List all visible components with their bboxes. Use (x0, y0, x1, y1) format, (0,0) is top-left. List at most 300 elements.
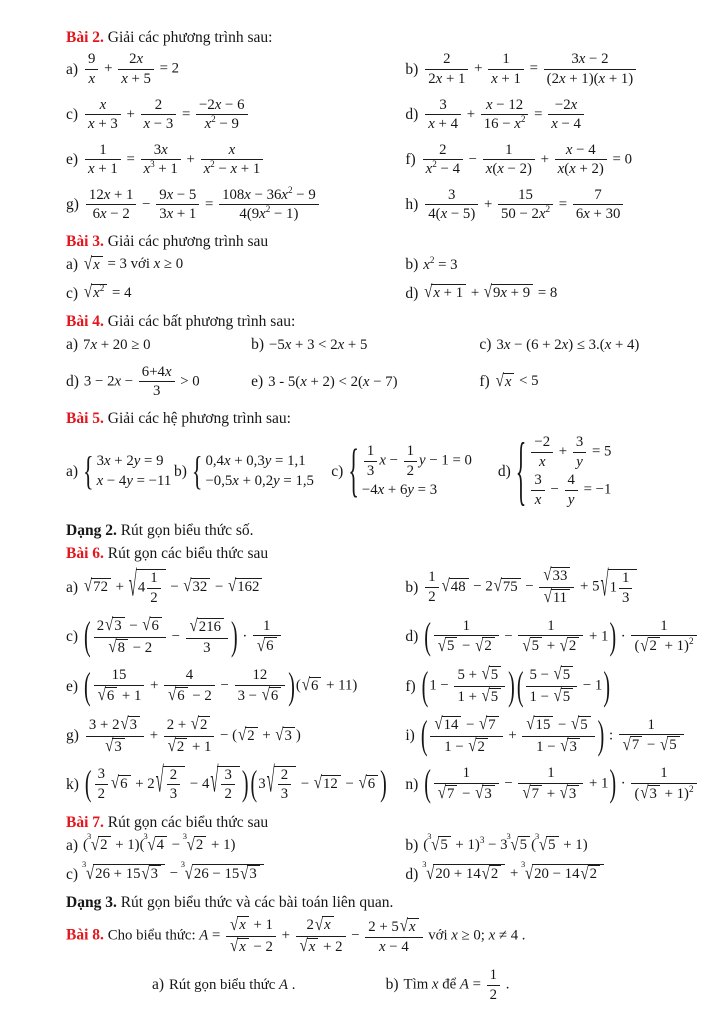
radical-glyph: √ (522, 636, 531, 656)
sqrt-radical: √ 3 (142, 865, 162, 884)
math-expression: −4x + 6y = 3 (361, 482, 438, 499)
fraction: $\frac{x}{x + 3}$ (85, 97, 121, 133)
item-label: e) (66, 151, 79, 168)
section-bai-8 (66, 916, 683, 1003)
radical-glyph: √ (261, 685, 270, 706)
big-paren-right: ) (609, 763, 617, 806)
sqrt-radical: √ x (84, 256, 103, 275)
fraction: $\frac{2}{x^2 - 4}$ (423, 142, 463, 178)
fraction: 2 + 5 √ x x − 4 (365, 918, 422, 956)
radical-glyph: √ (431, 835, 440, 855)
math-expression: 3 √ 20 + 14 √ 2 + 3 √ 20 − 14 √ 2 (423, 864, 605, 884)
item-label: c) (66, 105, 79, 123)
sqrt-radical: √ 3 (475, 785, 495, 804)
exercise-row (66, 831, 683, 855)
cbrt-radical: 3 √ 20 − 14 √ 2 (523, 864, 604, 884)
fraction: $\frac{108x - 36x^2 - 9}{4(9x^2 - 1)}$ (219, 187, 319, 223)
radical-glyph: √ (437, 783, 447, 803)
math-expression: ( 3 √ 2 + 1)( 3 √ 4 − 3 √ 2 + 1) (83, 831, 236, 855)
fraction: $\frac{3}{y}$ (573, 434, 586, 470)
math-expression: $x^2 = 3$ (423, 254, 458, 273)
radical-glyph: √ (105, 615, 114, 635)
sqrt-radical: √ 7 (479, 716, 499, 735)
item-label: b) (405, 578, 419, 596)
sqrt-radical: √ 6 (257, 637, 277, 656)
fraction: $\frac{1}{3}$ (364, 443, 377, 479)
radical-glyph: √ (660, 735, 669, 755)
cbrt-index: 3 (86, 831, 92, 842)
radical-glyph: √ (543, 566, 552, 586)
math-expression: 0,4x + 0,3y = 1,1 (205, 452, 306, 469)
fraction: 1 ( √ 2 + 1)$^2$ (631, 618, 696, 656)
math-expression: √ 72 + √ 4 $\frac{1}{2}$ − √ 32 − √ 162 (83, 569, 263, 606)
system-equations (205, 452, 314, 491)
sqrt-radical: √ 3 (275, 727, 295, 746)
radical-glyph: √ (228, 576, 237, 597)
exercise-title: Rút gọn các biểu thức sau (107, 813, 269, 831)
math-expression: ( $\frac{3}{2}$ √ 6 + 2 √ $\frac{2}{3}$ − 4 √ $\frac{3}{2}$ ) (3 √ $\frac{2}{3}$ − √ 12 − √ 6 ) (84, 763, 387, 805)
radical-glyph: √ (481, 686, 490, 707)
item-label: g) (66, 196, 79, 214)
exercise-row (66, 859, 683, 884)
fraction: $\frac{9x - 5}{3x + 1}$ (156, 187, 199, 223)
sqrt-radical: √ 32 (183, 578, 210, 597)
exercise-item (405, 255, 683, 274)
fraction: $\frac{-2x}{x - 4}$ (548, 97, 584, 133)
cbrt-radical: 3 √ 4 (146, 836, 168, 855)
item-label: e) (251, 373, 264, 391)
sqrt-radical: √ 9x + 9 (484, 284, 533, 303)
sqrt-radical: √ 4 $\frac{1}{2}$ (129, 569, 166, 606)
big-paren-left: ( (424, 616, 431, 658)
math-expression: 7x + 20 ≥ 0 (83, 336, 151, 353)
exercise-item (405, 831, 683, 855)
item-label: i) (405, 727, 415, 745)
sqrt-radical: √ 5 (438, 637, 458, 656)
fraction: $\frac{2}{2x + 1}$ (425, 51, 468, 87)
cbrt-radical: 3 √ 2 (89, 836, 111, 855)
math-expression: √ $x^2$ = 4 (84, 282, 132, 303)
radical-glyph: √ (522, 783, 531, 803)
fraction: 5 + √ 5 1 + √ 5 (454, 666, 505, 707)
radical-glyph: √ (141, 864, 150, 884)
radical-glyph: √ (600, 566, 609, 605)
exercise-label: Dạng 2. (66, 521, 117, 539)
fraction: $\frac{4}{y}$ (565, 472, 578, 508)
math-expression: √ x < 5 (495, 371, 539, 391)
sqrt-radical: √ 1 $\frac{1}{3}$ (601, 569, 638, 606)
item-label: a) (66, 256, 79, 274)
exercise-item (331, 436, 498, 504)
sqrt-radical: √ 3 (240, 865, 260, 884)
exercise-item (405, 763, 698, 806)
sqrt-radical: √ 6 (359, 775, 379, 794)
radical-glyph: √ (437, 636, 447, 656)
big-paren-right: ) (597, 714, 605, 758)
exercise-item (386, 967, 683, 1003)
item-label: b) (405, 836, 419, 854)
equation-system (515, 425, 612, 514)
fraction: 4 √ 6 − 2 (164, 667, 215, 705)
math-expression: $\frac{x}{x + 3}$ + $\frac{2}{x - 3}$ = $\frac{-2x - 6}{x^2 - 9}$ (83, 97, 249, 133)
radical-glyph: √ (475, 636, 484, 656)
radical-glyph: √ (571, 714, 580, 734)
exercise-item (66, 859, 405, 884)
math-expression: √ x = 3 với x ≥ 0 (84, 254, 184, 274)
exercise-title: Rút gọn biểu thức số. (120, 521, 254, 539)
math-expression: $\frac{1}{2}$ √ 48 − 2 √ 75 − √ 33 √ 11 + 5 √ 1 $\frac{1}{3}$ (423, 567, 638, 608)
cbrt-index: 3 (535, 831, 540, 842)
exercise-item (66, 284, 405, 303)
exercise-item (405, 618, 698, 656)
exercise-item (405, 666, 683, 707)
fraction: 2 + √ 2 √ 2 + 1 (164, 716, 215, 757)
math-expression: x − 4y = −11 (96, 473, 172, 490)
math-expression: (1 − 5 + √ 5 1 + √ 5 ) ( 5 − √ 5 1 − √ 5 − 1) (421, 664, 610, 709)
fraction: 15 √ 6 + 1 (94, 667, 145, 705)
sqrt-radical: √ 6 (302, 677, 322, 696)
sqrt-radical: √ 2 (560, 637, 580, 656)
fraction: $\frac{7}{6x + 30}$ (573, 187, 624, 223)
section-bai-4 (66, 312, 683, 400)
radical-glyph: √ (559, 783, 568, 803)
sqrt-radical: √ 5 (571, 716, 591, 735)
exercise-heading (66, 521, 683, 540)
equation-system (191, 447, 314, 494)
radical-glyph: √ (238, 725, 247, 745)
math-expression: 3x − (6 + 2x) ≤ 3.(x + 4) (496, 336, 640, 353)
sqrt-radical: √ 3 (560, 785, 580, 804)
sqrt-radical: √ 15 (526, 716, 553, 735)
fraction: $\frac{3}{2}$ (221, 767, 234, 803)
math-expression: ( 2 √ 3 − √ 6 √ 8 − 2 − √ 216 3 ) · 1 √ 6 (83, 617, 282, 658)
big-paren-right: ) (609, 616, 617, 658)
item-label: b) (173, 462, 187, 480)
exercise-heading (66, 916, 683, 957)
radical-glyph: √ (183, 576, 192, 597)
exercise-heading (66, 893, 683, 912)
sqrt-radical: √ 14 (434, 716, 461, 735)
sqrt-radical: √ 8 (108, 639, 128, 658)
item-label: c) (479, 336, 492, 354)
exercise-item (479, 372, 683, 391)
exercise-heading (66, 409, 683, 428)
radical-glyph: √ (475, 783, 484, 803)
sqrt-radical: √ $x^2$ (84, 284, 107, 303)
item-label: c) (66, 628, 79, 646)
exercise-row (66, 716, 683, 757)
sqrt-radical: √ x (400, 918, 419, 937)
system-equations (362, 443, 472, 500)
radical-glyph: √ (495, 371, 504, 391)
intro-math-expression: Cho biểu thức: A = √ x + 1 √ x − 2 + 2 √ x √ x + 2 − 2 + 5 √ x x − 4 với x ≥ 0; x ≠ 4 . (107, 915, 526, 957)
cbrt-index: 3 (506, 831, 511, 842)
exercise-row (66, 255, 683, 274)
cbrt-radical: 3 √ 5 (537, 836, 559, 855)
fraction: 1 √ 7 − √ 5 (619, 717, 684, 755)
equation-system (83, 447, 172, 494)
exercise-item (66, 447, 174, 494)
radical-glyph: √ (110, 773, 120, 794)
cbrt-index: 3 (521, 859, 526, 870)
exercise-item (405, 859, 683, 884)
item-label: g) (66, 727, 79, 745)
item-label: d) (405, 865, 419, 883)
fraction: 2 √ x √ x + 2 (296, 916, 346, 957)
sqrt-radical: √ 33 (543, 567, 570, 586)
fraction: √ 15 − √ 5 1 − √ 3 (522, 716, 594, 757)
fraction: 1 √ 7 − √ 3 (434, 765, 499, 803)
big-paren-left: ( (84, 615, 91, 659)
item-label: d) (405, 284, 419, 302)
radical-glyph: √ (230, 936, 239, 957)
exercise-label: Bài 3. (66, 232, 104, 250)
fraction: $\frac{1}{2}$ (487, 967, 500, 1003)
sqrt-radical: √ 3 (105, 617, 125, 636)
sqrt-radical (155, 763, 186, 803)
radical-glyph: √ (142, 615, 151, 635)
fraction: $\frac{x - 12}{16 - x^2}$ (481, 97, 529, 133)
radical-glyph: √ (493, 576, 502, 597)
radical-glyph: √ (479, 714, 488, 734)
big-paren-right: ) (603, 664, 610, 709)
sqrt-radical: √ 6 (168, 687, 188, 706)
sqrt-radical: √ 11 (544, 589, 570, 608)
math-expression: $\frac{1}{x + 1}$ = $\frac{3x}{x^3 + 1}$ + $\frac{x}{x^2 - x + 1}$ (83, 142, 265, 178)
radical-glyph: √ (210, 763, 219, 802)
sqrt-radical: √ x (300, 938, 319, 957)
radical-glyph: √ (190, 714, 200, 734)
fraction: 1 √ 5 + √ 2 (518, 618, 583, 656)
radical-glyph: √ (553, 686, 562, 707)
exercise-item (66, 617, 405, 658)
math-expression: Tìm x để A = $\frac{1}{2}$ . (403, 966, 510, 1003)
radical-glyph: √ (543, 587, 552, 608)
exercise-row (66, 425, 683, 514)
exercise-heading (66, 544, 683, 563)
section-bai-5 (66, 409, 683, 514)
item-label: a) (152, 976, 165, 994)
radical-glyph: √ (426, 863, 435, 884)
fraction: √ 14 − √ 7 1 − √ 2 (430, 716, 502, 757)
math-expression: $\frac{1}{3}$ x − $\frac{1}{2}$ y − 1 = 0 (362, 443, 472, 479)
cbrt-index: 3 (182, 831, 188, 842)
sqrt-radical: √ 2 (580, 865, 600, 884)
exercise-item (152, 975, 386, 994)
exercise-label: Bài 6. (66, 544, 104, 562)
big-paren-left: ( (84, 665, 91, 708)
exercise-title: Giải các phương trình sau (107, 232, 269, 250)
fraction: $\frac{9}{x}$ (85, 51, 98, 87)
section-dang-2 (66, 521, 683, 540)
exercise-item (497, 425, 683, 514)
exercise-item (251, 335, 479, 354)
big-paren-right: ) (231, 615, 238, 659)
radical-glyph: √ (358, 773, 367, 794)
sqrt-radical: √ 2 (191, 716, 211, 735)
sqrt-radical (266, 763, 297, 803)
cbrt-radical: 3 √ 26 + 15 √ 3 (84, 864, 165, 884)
radical-glyph: √ (622, 735, 631, 755)
cbrt-radical: 3 √ 26 − 15 √ 3 (183, 864, 264, 884)
exercise-item (66, 364, 251, 400)
exercise-row (66, 142, 683, 178)
cbrt-radical: 3 √ 2 (185, 836, 207, 855)
math-expression: $\frac{12x + 1}{6x - 2}$ − $\frac{9x - 5}{3x + 1}$ = $\frac{108x - 36x^2 - 9}{4(9x^2 - 1)}$ (84, 187, 321, 223)
fraction: $\frac{1}{3}$ (619, 570, 632, 606)
cbrt-index: 3 (143, 831, 148, 842)
exercise-item (66, 255, 405, 274)
radical-glyph: √ (155, 763, 164, 802)
exercise-row (66, 335, 683, 354)
item-label: f) (479, 373, 490, 391)
exercise-label: Dạng 3. (66, 894, 117, 912)
radical-glyph: √ (526, 714, 535, 734)
sqrt-radical: √ x (496, 373, 515, 392)
fraction: $\frac{12x + 1}{6x - 2}$ (86, 187, 137, 223)
exercise-item (479, 335, 683, 354)
radical-glyph: √ (424, 282, 433, 303)
item-label: c) (331, 462, 344, 480)
exercise-title: Giải các bất phương trình sau: (107, 313, 296, 330)
sqrt-radical: √ 5 (660, 736, 680, 755)
math-expression: $\frac{2}{x^2 - 4}$ − $\frac{1}{x(x - 2)}$ + $\frac{x - 4}{x(x + 2)}$ = 0 (421, 142, 632, 178)
radical-glyph: √ (483, 282, 492, 303)
radical-glyph: √ (553, 665, 562, 685)
exercise-item (66, 335, 251, 354)
math-expression: −5x + 3 < 2x + 5 (269, 336, 368, 353)
radical-glyph: √ (399, 916, 408, 936)
item-label: n) (405, 775, 419, 793)
fraction: $\frac{3x}{x^3 + 1}$ (141, 142, 181, 178)
exercise-item (251, 372, 479, 391)
big-paren-left: ( (424, 763, 431, 806)
fraction: $\frac{x}{x^2 - x + 1}$ (201, 142, 264, 178)
sqrt-radical: √ 5 (482, 666, 502, 685)
exercise-heading (66, 28, 683, 47)
sqrt-radical: √ 12 (314, 775, 341, 794)
exercise-item (405, 187, 683, 223)
fraction: $\frac{15}{50 - 2x^2}$ (498, 187, 553, 223)
radical-glyph: √ (525, 863, 534, 884)
exercise-item (66, 566, 405, 606)
sqrt-radical: √ 6 (111, 775, 131, 794)
sqrt-radical: √ 2 (168, 738, 188, 757)
radical-glyph: √ (256, 636, 266, 656)
fraction (539, 567, 574, 608)
math-expression: $\frac{3}{x + 4}$ + $\frac{x - 12}{16 - x^2}$ = $\frac{-2x}{x - 4}$ (423, 97, 586, 133)
system-brace: { (83, 447, 94, 494)
math-expression: ( 3 √ 5 + 1)$^3$ − 3 3 √ 5 ( 3 √ 5 + 1) (423, 831, 588, 855)
exercise-item (405, 142, 683, 178)
math-expression: $\frac{3}{4(x - 5)}$ + $\frac{15}{50 - 2x^2}$ = $\frac{7}{6x + 30}$ (423, 187, 625, 223)
sqrt-radical: √ 2 (640, 637, 660, 656)
big-paren-right: ) (380, 764, 387, 805)
radical-glyph: √ (640, 636, 649, 656)
fraction: √ 216 3 (186, 618, 228, 656)
radical-glyph: √ (313, 773, 323, 794)
sqrt-radical: √ x (230, 938, 249, 957)
exercise-row (66, 967, 683, 1003)
math-expression: $\frac{9}{x}$ + $\frac{2x}{x + 5}$ = 2 (83, 51, 179, 87)
exercise-title: Rút gọn các biểu thức sau (107, 544, 269, 562)
math-expression: √ x + 1 + √ 9x + 9 = 8 (424, 282, 558, 303)
radical-glyph: √ (168, 685, 177, 706)
radical-glyph: √ (184, 863, 193, 884)
item-label: b) (251, 336, 265, 354)
equation-system (348, 436, 472, 504)
exercise-item (66, 831, 405, 855)
radical-glyph: √ (128, 566, 137, 605)
radical-glyph: √ (84, 576, 93, 597)
cbrt-radical: 3 √ 5 (429, 836, 451, 855)
cbrt-radical: 3 √ 5 (509, 836, 531, 855)
sqrt-radical: √ 3 (560, 738, 580, 757)
exercise-row (66, 763, 694, 806)
item-label: f) (405, 677, 416, 695)
section-bai-6 (66, 544, 694, 806)
fraction: $\frac{-2x - 6}{x^2 - 9}$ (196, 97, 247, 133)
radical-glyph: √ (301, 675, 310, 696)
radical-glyph: √ (90, 835, 100, 855)
math-expression: 3x + 2y = 9 (96, 452, 164, 469)
section-dang-3 (66, 893, 683, 912)
radical-glyph: √ (559, 636, 568, 656)
exercise-title: Rút gọn biểu thức và các bài toán liên quan. (120, 894, 394, 912)
big-paren-left: ( (421, 664, 429, 709)
big-paren-right: ) (508, 664, 515, 709)
radical-glyph: √ (275, 725, 284, 745)
section-bai-2 (66, 28, 683, 223)
fraction: 1 √ 6 (253, 618, 281, 656)
fraction: √ x + 1 √ x − 2 (226, 916, 276, 957)
sqrt-radical: √ 2 (238, 727, 258, 746)
big-paren-left: ( (516, 664, 524, 709)
sqrt-radical: √ 3 (640, 785, 660, 804)
exercise-item (405, 51, 683, 87)
exercise-item (66, 51, 405, 87)
fraction: 3 + 2 √ 3 √ 3 (86, 716, 144, 757)
radical-glyph: √ (167, 736, 176, 756)
sqrt-radical: √ 6 (142, 617, 162, 636)
exercise-row (66, 51, 683, 87)
fraction: $\frac{1}{x + 1}$ (85, 142, 121, 178)
item-label: a) (66, 578, 79, 596)
exercise-row (66, 184, 683, 223)
exercise-label: Bài 5. (66, 409, 104, 427)
math-expression: ( √ 14 − √ 7 1 − √ 2 + √ 15 − √ 5 1 − √ 3 ) : 1 √ 7 − √ 5 (420, 716, 686, 757)
fraction: 1 √ 7 + √ 3 (518, 765, 583, 803)
radical-glyph: √ (299, 936, 308, 957)
system-equations (529, 434, 611, 508)
sqrt-radical: √ 5 (522, 637, 542, 656)
sqrt-radical (210, 763, 240, 803)
radical-glyph: √ (640, 783, 649, 803)
sqrt-radical: √ 2 (475, 637, 495, 656)
exercise-title: Giải các phương trình sau: (107, 29, 273, 46)
radical-glyph: √ (468, 736, 477, 756)
radical-glyph: √ (84, 282, 93, 303)
exercise-row (66, 97, 683, 133)
math-expression: ( 1 √ 7 − √ 3 − 1 √ 7 + √ 3 + 1) · 1 ( √ 3 + 1)$^2$ (423, 765, 698, 803)
exercise-item (66, 716, 405, 757)
exercise-item (405, 284, 683, 303)
radical-glyph: √ (441, 576, 450, 597)
item-label: b) (405, 60, 419, 78)
fraction: 12 3 − √ 6 (235, 667, 286, 705)
exercise-label: Bài 8. (66, 927, 104, 945)
big-paren-left: ( (250, 764, 258, 805)
